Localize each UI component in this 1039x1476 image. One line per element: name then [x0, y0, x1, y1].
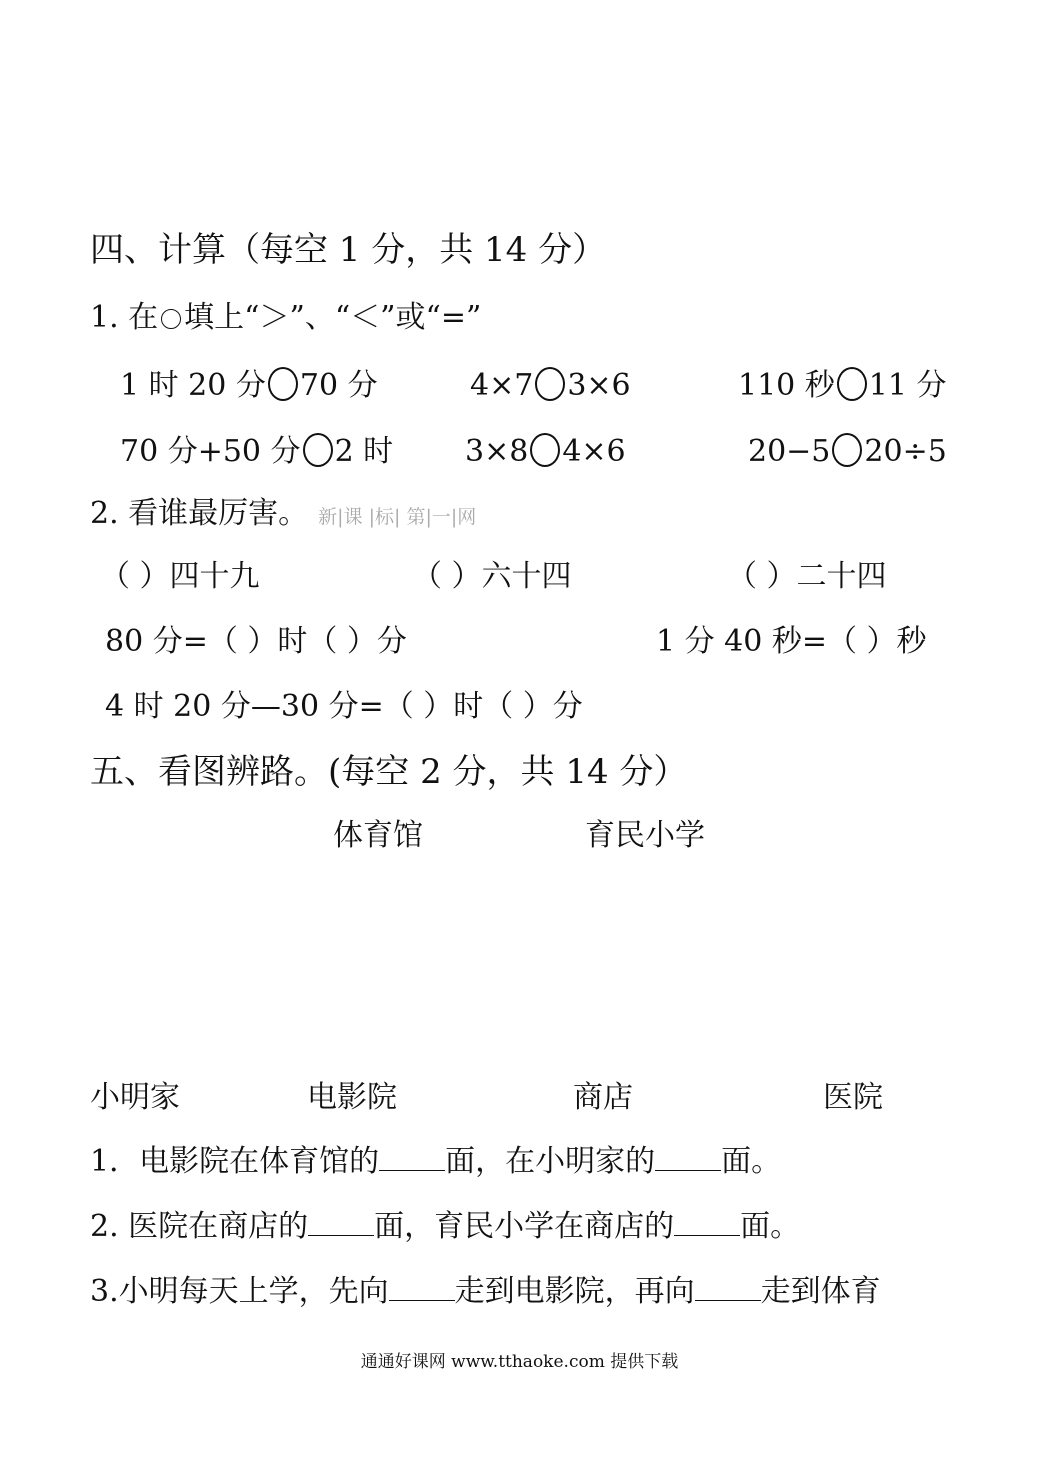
compare-left: 110 秒 [738, 368, 835, 403]
circle-icon [161, 309, 181, 329]
map-label-home: 小明家 [90, 1080, 180, 1115]
compare-right: 2 时 [334, 434, 394, 469]
answer-blank[interactable] [379, 1144, 445, 1171]
question-text: 面，在小明家的 [445, 1144, 656, 1179]
map-label-hospital: 医院 [823, 1080, 883, 1115]
compare-right: 4×6 [562, 434, 626, 469]
answer-circle[interactable] [268, 367, 298, 401]
q2-label: 2. 看谁最厉害。 [90, 496, 309, 531]
answer-blank[interactable] [674, 1209, 740, 1236]
question-text: 面。 [721, 1144, 782, 1179]
question-text: 走到体育 [760, 1274, 881, 1309]
watermark: 新|课 |标| 第|一|网 [318, 506, 477, 528]
q2-heading [90, 494, 476, 537]
footer-credit: 通通好课网 www.tthaoke.com 提供下载 [360, 1352, 679, 1372]
compare-left: 20−5 [748, 434, 831, 469]
section5-question [90, 1142, 781, 1182]
q2-fill-item: （ ）六十四 [412, 559, 572, 594]
question-text: 面。 [740, 1209, 801, 1244]
answer-blank[interactable] [655, 1144, 721, 1171]
map-label-cinema: 电影院 [307, 1080, 397, 1115]
map-label-gym: 体育馆 [333, 818, 423, 853]
compare-right: 11 分 [868, 368, 947, 403]
answer-circle[interactable] [303, 433, 333, 467]
q2-conversion: 80 分=（ ）时（ ）分 [105, 624, 407, 659]
compare-left: 70 分+50 分 [120, 434, 301, 469]
map-label-school: 育民小学 [585, 818, 705, 853]
q1-suffix: 填上“＞”、“＜”或“=” [184, 300, 482, 335]
compare-item [748, 432, 947, 472]
q1-prefix: 1. 在 [90, 300, 159, 335]
question-text: 3.小明每天上学，先向 [90, 1274, 389, 1309]
answer-circle[interactable] [832, 433, 862, 467]
section4-title: 四、计算（每空 1 分，共 14 分） [90, 230, 607, 270]
question-text: 2. 医院在商店的 [90, 1209, 309, 1244]
compare-right: 3×6 [567, 368, 631, 403]
question-text: 面，育民小学在商店的 [374, 1209, 675, 1244]
compare-right: 20÷5 [864, 434, 947, 469]
compare-left: 4×7 [470, 368, 534, 403]
answer-circle[interactable] [535, 367, 565, 401]
answer-circle[interactable] [837, 367, 867, 401]
compare-right: 70 分 [299, 368, 378, 403]
answer-blank[interactable] [308, 1209, 374, 1236]
q2-conversion: 1 分 40 秒=（ ）秒 [656, 624, 927, 659]
section5-title: 五、看图辨路。(每空 2 分，共 14 分） [90, 752, 688, 792]
q2-fill-item: （ ）二十四 [727, 559, 887, 594]
compare-left: 1 时 20 分 [120, 368, 266, 403]
section5-question [90, 1207, 800, 1247]
question-text: 1．电影院在体育馆的 [90, 1144, 380, 1179]
q2-conversion: 4 时 20 分—30 分=（ ）时（ ）分 [105, 689, 583, 724]
answer-blank[interactable] [695, 1274, 761, 1301]
compare-item [120, 432, 393, 472]
section5-question [90, 1272, 881, 1312]
answer-circle[interactable] [530, 433, 560, 467]
q1-instruction [90, 298, 481, 338]
answer-blank[interactable] [389, 1274, 455, 1301]
compare-item [738, 366, 947, 406]
compare-item [465, 432, 626, 472]
compare-item [120, 366, 378, 406]
q2-fill-item: （ ）四十九 [100, 559, 260, 594]
compare-left: 3×8 [465, 434, 529, 469]
map-label-shop: 商店 [573, 1080, 633, 1115]
question-text: 走到电影院，再向 [454, 1274, 695, 1309]
compare-item [470, 366, 631, 406]
